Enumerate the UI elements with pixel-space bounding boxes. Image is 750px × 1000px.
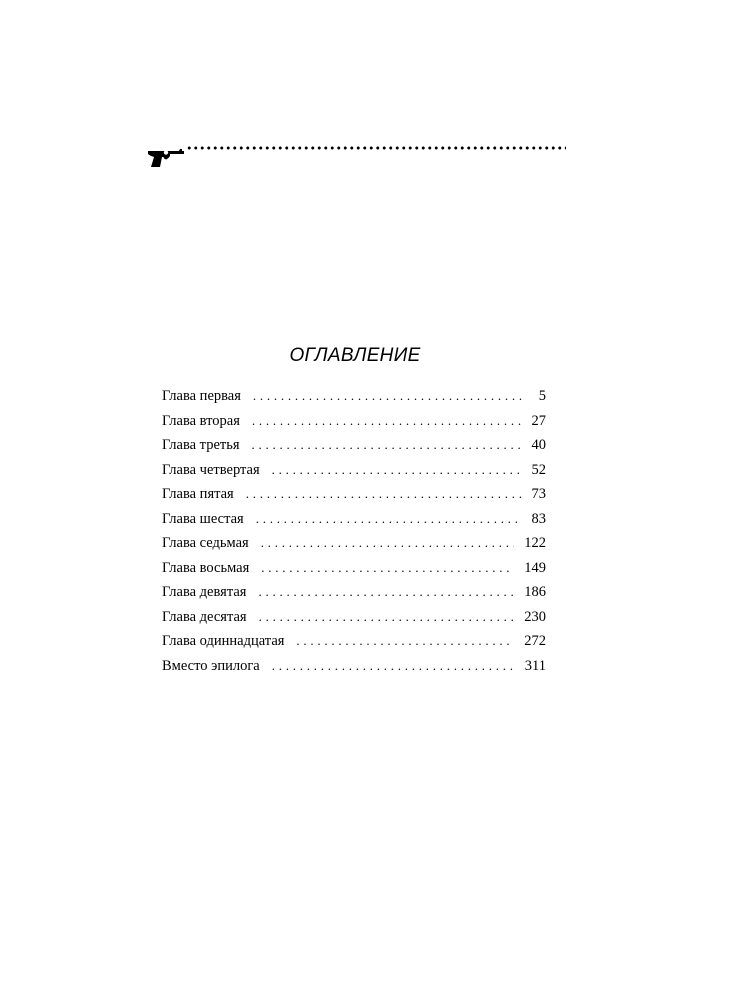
toc-entry-page: 149 (524, 559, 546, 576)
toc-entry-page: 27 (531, 412, 546, 429)
toc-dot-leader (261, 535, 515, 551)
toc-entry-label: Глава пятая (162, 486, 234, 502)
toc-entry-page: 40 (531, 437, 546, 453)
toc-entry-label: Глава вторая (162, 412, 240, 429)
toc-entry-page: 122 (524, 535, 546, 551)
revolver-icon (146, 142, 186, 170)
toc-entry-page: 230 (524, 608, 546, 625)
toc-entry (162, 511, 546, 536)
toc-dot-leader (259, 609, 515, 625)
toc-entry-label: Глава одиннадцатая (162, 633, 285, 649)
toc-entry-page: 52 (531, 461, 546, 478)
toc-entry (162, 413, 546, 438)
toc-entry (162, 560, 546, 585)
toc-dot-leader (253, 388, 522, 404)
toc-entry-label: Глава шестая (162, 510, 244, 527)
toc-dot-leader (272, 462, 522, 478)
toc-dot-leader (252, 437, 522, 453)
toc-entry-page: 5 (538, 388, 546, 404)
toc-dot-leader (256, 511, 522, 527)
toc-entry-page: 311 (524, 657, 546, 674)
toc-dot-leader (252, 413, 522, 429)
toc-list (162, 388, 546, 682)
toc-dot-leader (272, 658, 515, 674)
toc-entry (162, 609, 546, 634)
toc-entry (162, 633, 546, 658)
toc-dot-leader (258, 584, 514, 600)
toc-entry (162, 388, 546, 413)
toc-entry-page: 83 (531, 510, 546, 527)
toc-entry-label: Глава первая (162, 388, 241, 404)
toc-entry (162, 486, 546, 511)
toc-dot-leader (246, 486, 522, 502)
toc-entry-page: 272 (524, 633, 546, 649)
toc-entry-label: Глава девятая (162, 584, 247, 600)
toc-entry-label: Глава седьмая (162, 535, 249, 551)
toc-entry-page: 186 (524, 584, 546, 600)
toc-dot-leader (261, 560, 514, 576)
toc-entry (162, 535, 546, 560)
dotted-rule (186, 146, 566, 150)
toc-entry-label: Вместо эпилога (162, 657, 260, 674)
toc-entry (162, 462, 546, 487)
header-ornament (146, 136, 566, 172)
toc-entry-label: Глава десятая (162, 608, 247, 625)
toc-entry (162, 584, 546, 609)
toc-entry-label: Глава восьмая (162, 559, 250, 576)
toc-entry-label: Глава четвертая (162, 461, 260, 478)
toc-entry-page: 73 (531, 486, 546, 502)
toc-entry (162, 437, 546, 462)
toc-dot-leader (296, 633, 514, 649)
toc-entry-label: Глава третья (162, 437, 240, 453)
toc-entry (162, 658, 546, 683)
toc-title: ОГЛАВЛЕНИЕ (289, 345, 421, 366)
